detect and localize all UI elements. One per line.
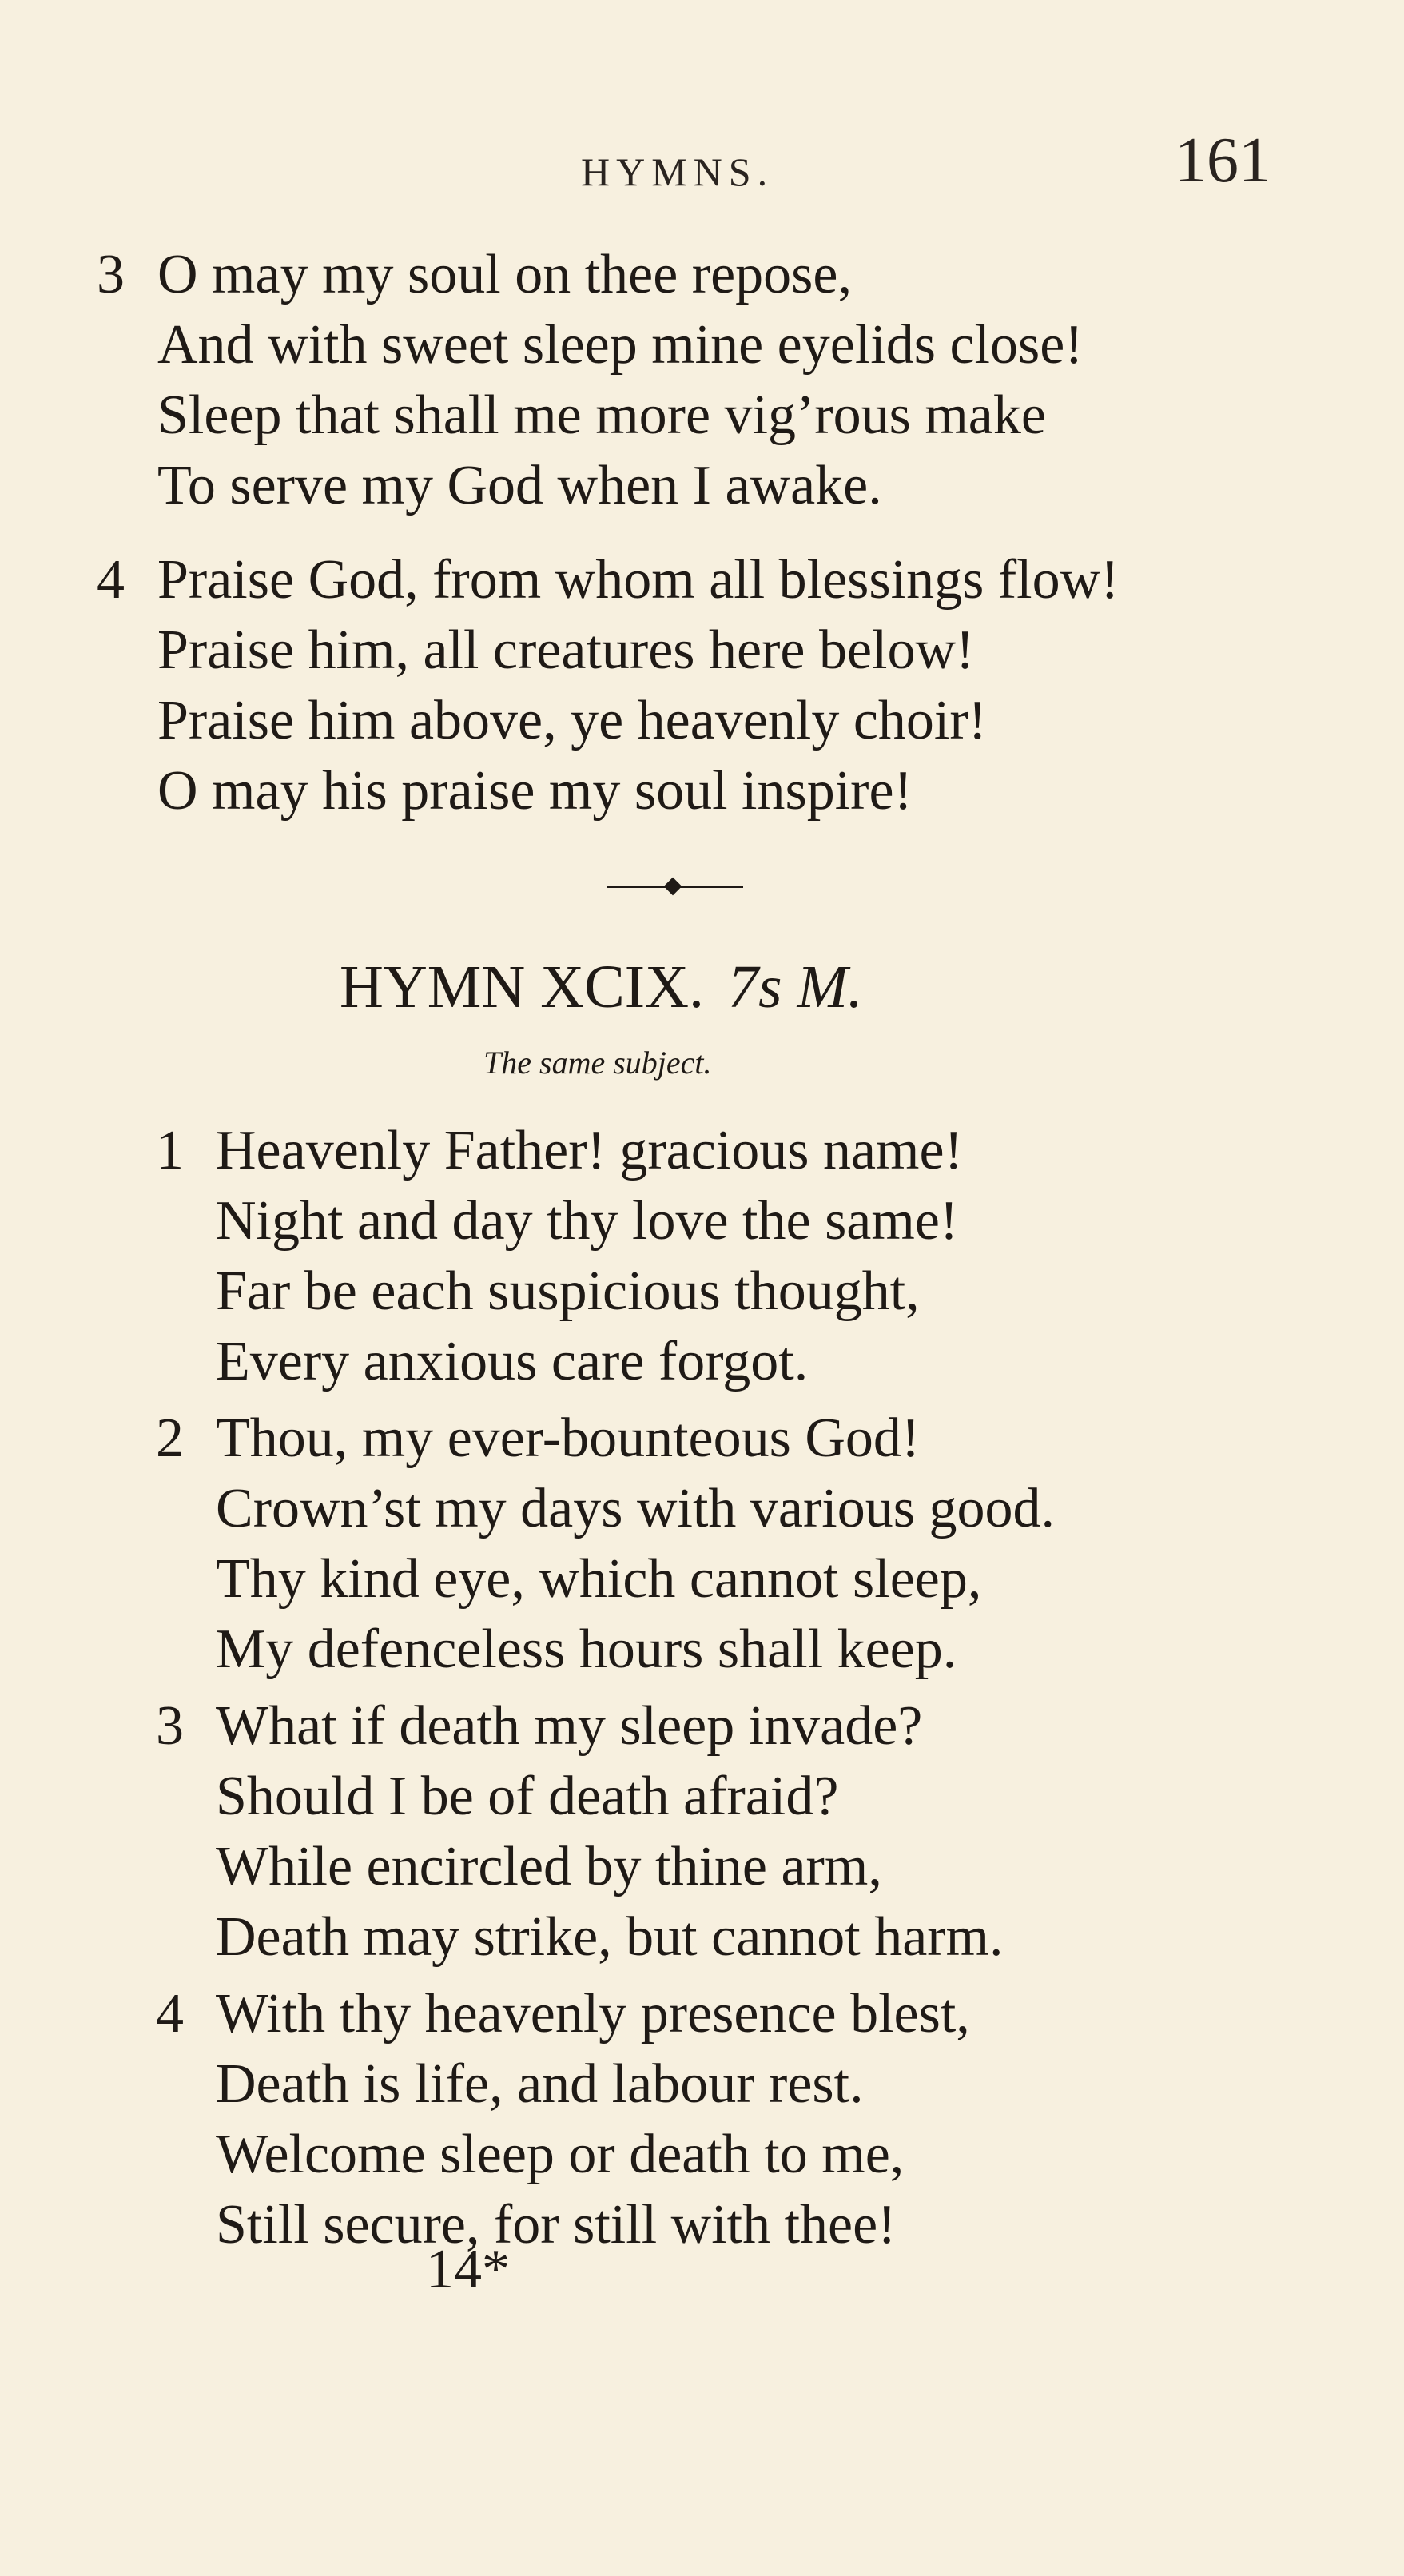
- diamond-ornament-icon: [664, 878, 682, 896]
- verse-line: My defenceless hours shall keep.: [216, 1618, 957, 1680]
- verse-line: Welcome sleep or death to me,: [216, 2124, 905, 2185]
- stanza-lines: [216, 1691, 1004, 1973]
- stanza-lines: [216, 1979, 970, 2260]
- verse-line: With thy heavenly presence blest,: [216, 1983, 970, 2044]
- hymn-number: HYMN XCIX.: [340, 954, 704, 1021]
- verse-line: Death is life, and labour rest.: [216, 2053, 864, 2115]
- hymn-subtitle: The same subject.: [483, 1045, 712, 1081]
- verse-line: And with sweet sleep mine eyelids close!: [157, 314, 1084, 376]
- verse-line: Should I be of death afraid?: [216, 1766, 839, 1827]
- signature-mark: 14*: [426, 2239, 510, 2300]
- verse-line: Sleep that shall me more vig’rous make: [157, 384, 1046, 446]
- stanza-lines: [157, 545, 1119, 826]
- verse-line: Every anxious care forgot.: [216, 1331, 809, 1392]
- verse-line: Praise him, all creatures here below!: [157, 619, 975, 681]
- stanza-number: 1: [156, 1120, 184, 1181]
- running-head: HYMNS.: [581, 149, 774, 194]
- ornamental-divider: [607, 884, 743, 889]
- stanza-number: 3: [156, 1695, 184, 1757]
- verse-line: Far be each suspicious thought,: [216, 1260, 920, 1322]
- verse-line: What if death my sleep invade?: [216, 1695, 923, 1757]
- verse-line: Crown’st my days with various good.: [216, 1478, 1055, 1539]
- verse-line: Praise God, from whom all blessings flow!: [157, 549, 1120, 611]
- stanza-number: 2: [156, 1407, 184, 1469]
- stanza-lines: [216, 1403, 1055, 1685]
- hymn-meter: 7s M.: [728, 954, 863, 1021]
- verse-line: O may my soul on thee repose,: [157, 244, 852, 305]
- verse-line: To serve my God when I awake.: [157, 455, 882, 516]
- verse-line: Night and day thy love the same!: [216, 1190, 959, 1252]
- verse-line: Thy kind eye, which cannot sleep,: [216, 1548, 982, 1610]
- verse-line: O may his praise my soul inspire!: [157, 760, 913, 822]
- verse-line: Death may strike, but cannot harm.: [216, 1906, 1004, 1968]
- stanza-number: 4: [97, 549, 125, 611]
- stanza-number: 4: [156, 1983, 184, 2044]
- verse-line: While encircled by thine arm,: [216, 1836, 882, 1897]
- stanza-number: 3: [97, 244, 125, 305]
- verse-line: Thou, my ever-bounteous God!: [216, 1407, 921, 1469]
- page-number: 161: [1175, 125, 1271, 196]
- verse-line: Still secure, for still with thee!: [216, 2194, 897, 2255]
- stanza-lines: [216, 1116, 963, 1397]
- stanza-lines: [157, 240, 1084, 521]
- verse-line: Praise him above, ye heavenly choir!: [157, 690, 987, 751]
- hymn-title: [340, 953, 863, 1022]
- verse-line: Heavenly Father! gracious name!: [216, 1120, 963, 1181]
